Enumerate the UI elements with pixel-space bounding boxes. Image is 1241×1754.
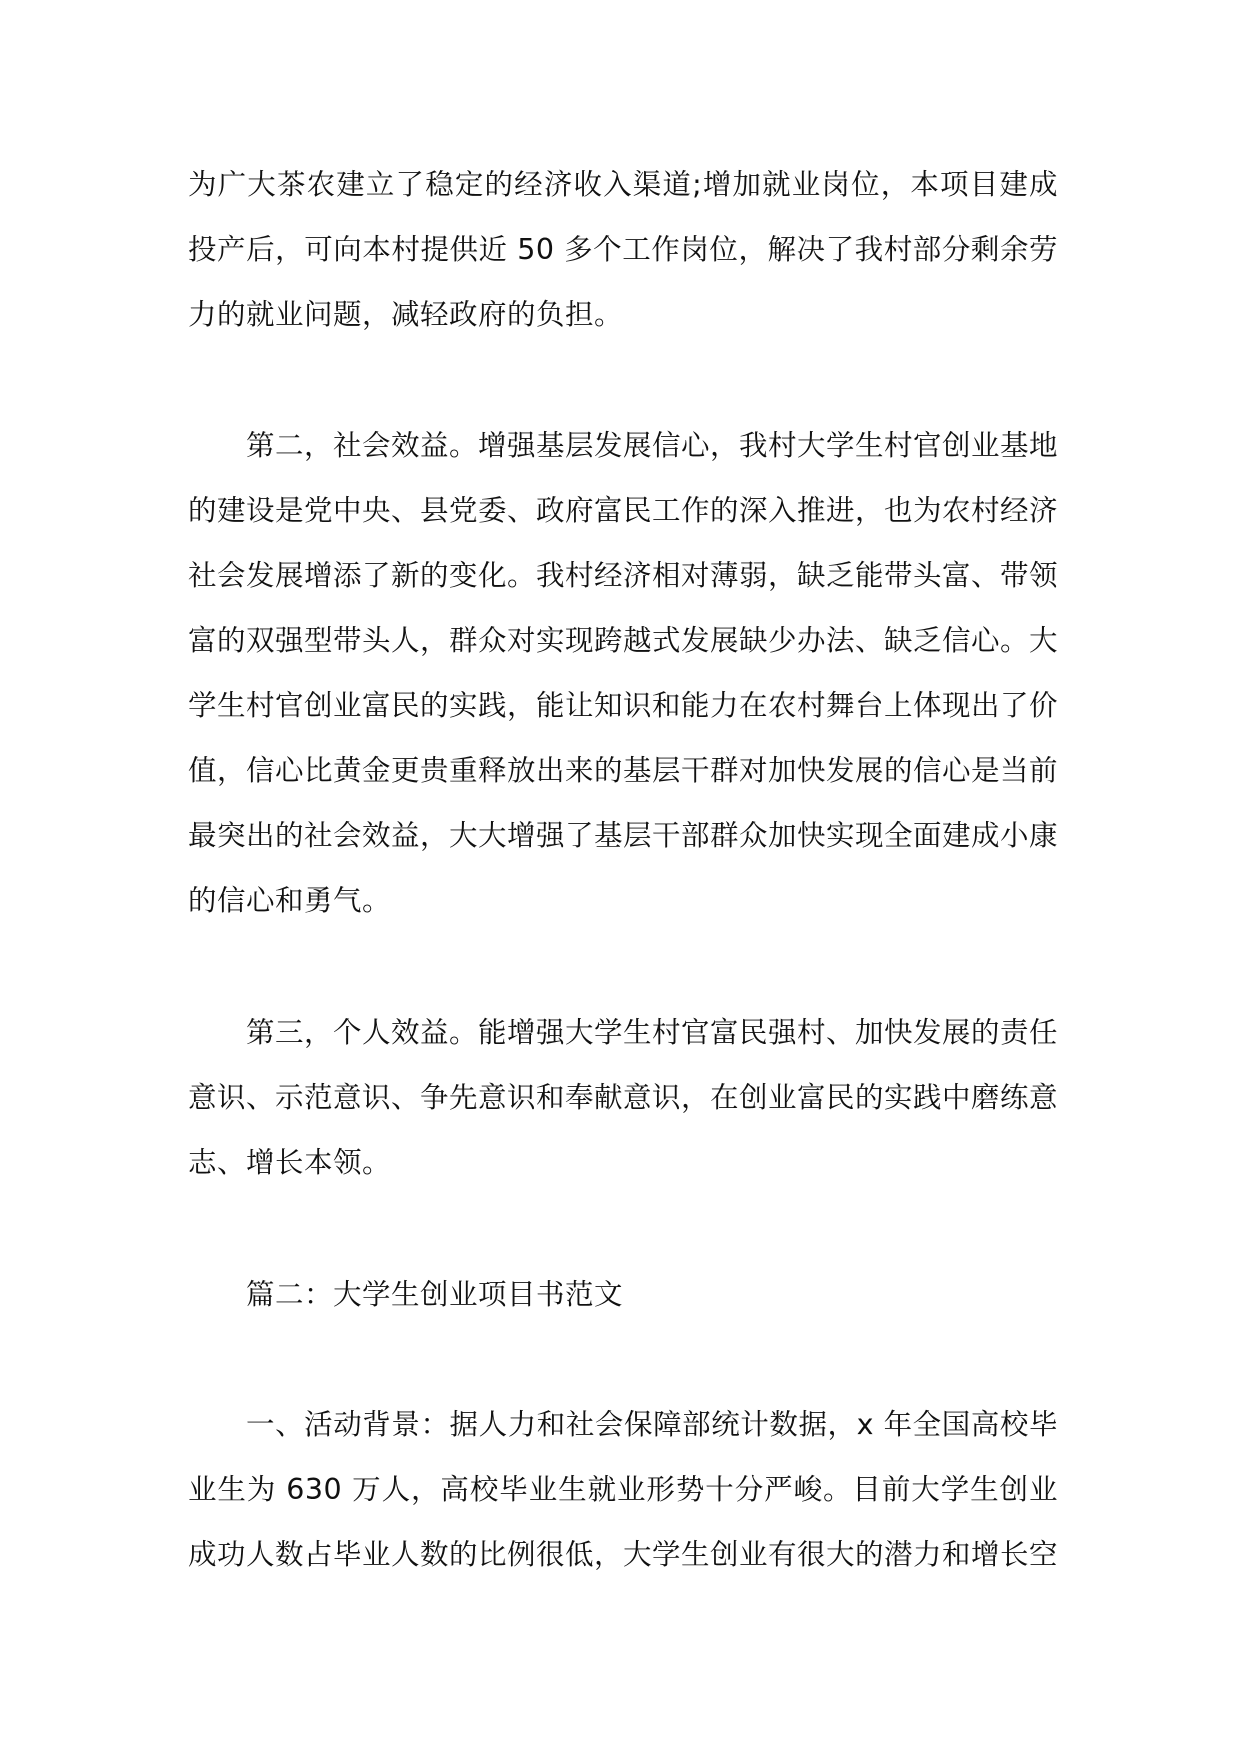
paragraph-social-benefit: 第二，社会效益。增强基层发展信心，我村大学生村官创业基地的建设是党中央、县党委、政府富民工作的深入推进，也为农村经济社会发展增添了新的变化。我村经济相对薄弱，缺乏能带头富、带领富的双强型带头人，群众对实现跨越式发展缺少办法、缺乏信心。大学生村官创业富民的实践，能让知识和能力在农村舞台上体现出了价值，信心比黄金更贵重释放出来的基层干群对加快发展的信心是当前最突出的社会效益，大大增强了基层干部群众加快实现全面建成小康的信心和勇气。 <box>188 429 1059 917</box>
paragraph-activity-background: 一、活动背景：据人力和社会保障部统计数据，x 年全国高校毕业生为 630 万人，高校毕业生就业形势十分严峻。目前大学生创业成功人数占毕业人数的比例很低，大学生创业有很大的潜力和增长空 <box>188 1408 1059 1571</box>
paragraph-continuation: 为广大茶农建立了稳定的经济收入渠道;增加就业岗位，本项目建成投产后，可向本村提供近 50 多个工作岗位，解决了我村部分剩余劳力的就业问题，减轻政府的负担。 <box>188 168 1058 331</box>
section-heading: 篇二：大学生创业项目书范文 <box>246 1278 624 1311</box>
paragraph-personal-benefit: 第三，个人效益。能增强大学生村官富民强村、加快发展的责任意识、示范意识、争先意识和奉献意识，在创业富民的实践中磨练意志、增长本领。 <box>188 1016 1059 1179</box>
